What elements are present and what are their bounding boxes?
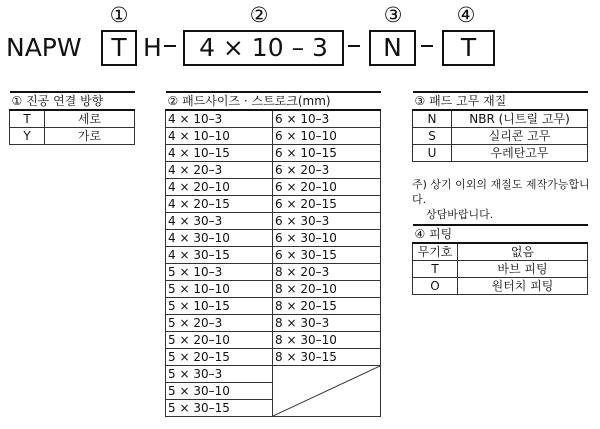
table-row: 5 × 20–15 8 × 30–15 — [166, 349, 381, 366]
marker-2: ② — [249, 3, 269, 27]
table-row: 무기호 없음 — [413, 243, 588, 261]
separator-dash-2 — [348, 45, 360, 47]
marker-1: ① — [109, 3, 129, 27]
table-row: 4 × 10–10 6 × 10–10 — [166, 128, 381, 145]
table-row: 5 × 30–3 — [166, 366, 381, 383]
table-row: 4 × 30–3 6 × 30–3 — [166, 213, 381, 230]
table-header: ① 진공 연결 방향 — [10, 92, 135, 110]
separator-dash-3 — [421, 45, 433, 47]
table-header: ③ 패드 고무 재질 — [413, 92, 588, 110]
option-box-4: T — [442, 30, 495, 66]
table-header: ② 패드사이즈 · 스트로크(mm) — [166, 92, 381, 110]
diagonal-line — [273, 366, 380, 416]
material-note: 주) 상기 이외의 재질도 제작가능합니다. 상담바랍니다. — [412, 178, 590, 221]
table-row: 5 × 10–3 8 × 20–3 — [166, 264, 381, 281]
table-header: ④ 피팅 — [413, 225, 588, 243]
table-row: S 실리콘 고무 — [413, 128, 588, 145]
table-connection-direction — [9, 91, 135, 145]
option-box-1: T — [101, 30, 137, 66]
table-row: Y 가로 — [10, 128, 135, 145]
option-box-2: 4 × 10 – 3 — [183, 30, 344, 66]
table-row: 4 × 20–15 6 × 20–15 — [166, 196, 381, 213]
table-row: 5 × 10–15 8 × 20–15 — [166, 298, 381, 315]
table-row: 5 × 10–10 8 × 20–10 — [166, 281, 381, 298]
table-row: 5 × 20–10 8 × 30–10 — [166, 332, 381, 349]
table-row: 5 × 30–10 — [166, 383, 381, 400]
table-row: 4 × 30–10 6 × 30–10 — [166, 230, 381, 247]
option-box-3: N — [369, 30, 416, 66]
table-fitting — [412, 224, 588, 295]
table-row: O 원터치 피팅 — [413, 278, 588, 295]
table-row: 5 × 20–3 8 × 30–3 — [166, 315, 381, 332]
table-row: 4 × 30–15 6 × 30–15 — [166, 247, 381, 264]
table-row: 4 × 10–15 6 × 10–15 — [166, 145, 381, 162]
table-row: 4 × 10–3 6 × 10–3 — [166, 110, 381, 128]
table-row: T 세로 — [10, 110, 135, 128]
separator-dash-1 — [164, 45, 176, 47]
empty-cell-diagonal — [273, 366, 381, 417]
table-row: 4 × 20–10 6 × 20–10 — [166, 179, 381, 196]
table-row: N NBR (니트릴 고무) — [413, 110, 588, 128]
marker-4: ④ — [456, 3, 476, 27]
marker-3: ③ — [383, 3, 403, 27]
model-mid-text: H — [143, 33, 162, 62]
table-pad-size-stroke — [165, 91, 381, 417]
table-row: 5 × 30–15 — [166, 400, 381, 417]
table-row: U 우레탄고무 — [413, 145, 588, 162]
table-pad-material — [412, 91, 588, 162]
model-prefix: NAPW — [6, 33, 82, 62]
table-row: 4 × 20–3 6 × 20–3 — [166, 162, 381, 179]
table-row: T 바브 피팅 — [413, 261, 588, 278]
